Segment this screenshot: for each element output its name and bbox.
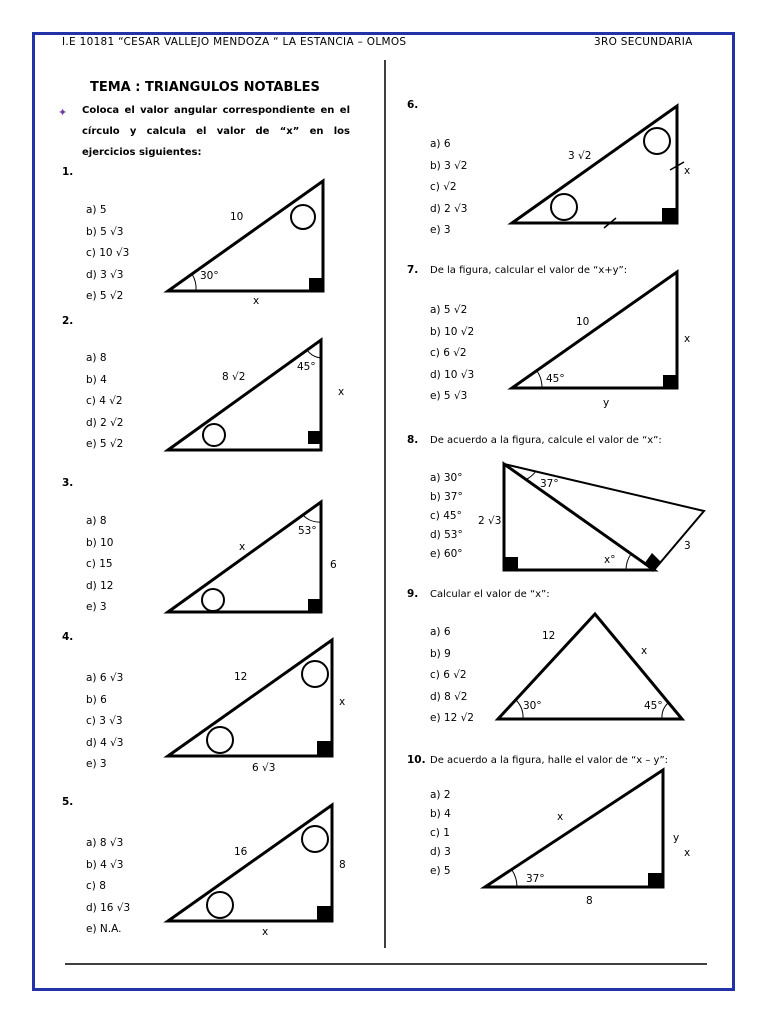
problem-10-question: De acuerdo a la figura, halle el valor de “x – y”: [430,755,668,766]
label: 8 [586,895,593,907]
option: e) 12 √2 [430,712,474,724]
label: 37° [540,478,559,490]
option: a) 8 [86,352,107,364]
school-header: I.E 10181 “CESAR VALLEJO MENDOZA “ LA ESTANCIA – OLMOS [62,36,407,48]
problem-3-number: 3. [62,477,74,489]
label: y [673,832,680,844]
problem-1-number: 1. [62,166,74,178]
problem-7-question: De la figura, calcular el valor de “x+y”: [430,265,628,276]
option: b) 10 [86,536,114,549]
problem-10-number: 10. [407,754,426,766]
option: c) 45° [430,510,462,522]
option: c) 15 [86,558,113,570]
bullet-icon: ✦ [58,106,68,119]
label: x [684,333,691,345]
option: b) 4 √3 [86,858,124,871]
label: 6 [330,559,337,571]
option: d) 8 √2 [430,690,468,703]
option: b) 3 √2 [430,159,468,172]
option: c) 3 √3 [86,715,123,727]
label: x [557,811,564,823]
option: e) 5 [430,865,451,877]
problem-6-number: 6. [407,99,419,111]
option: d) 16 √3 [86,901,131,914]
option: e) 3 [86,758,107,770]
problem-9-question: Calcular el valor de “x”: [430,589,550,600]
label: x [239,541,246,553]
option: a) 5 √2 [430,304,468,316]
option: b) 9 [430,647,451,660]
label: x [684,165,691,177]
option: a) 8 √3 [86,837,124,849]
label: x [684,847,691,859]
label: 53° [298,525,317,537]
option: e) 5 √3 [430,390,468,402]
option: b) 4 [430,808,451,820]
label: x [641,645,648,657]
option: d) 3 √3 [86,268,124,281]
problem-9-number: 9. [407,588,419,600]
problem-4-number: 4. [62,631,74,643]
option: d) 10 √3 [430,368,475,381]
option: a) 6 √3 [86,672,124,684]
label: 3 √2 [568,150,592,162]
option: d) 4 √3 [86,736,124,749]
instruction-text: Coloca el valor angular correspondiente en el círculo y calcula el valor de “x” en los ejercicios siguientes: [82,105,350,158]
option: d) 12 [86,579,114,592]
problem-8-question: De acuerdo a la figura, calcule el valor de “x”: [430,435,662,446]
label: 45° [644,700,663,712]
option: e) 3 [430,224,451,236]
problem-2-number: 2. [62,315,74,327]
label: 3 [684,540,691,552]
option: d) 53° [430,529,463,541]
option: a) 30° [430,472,463,484]
option: a) 8 [86,515,107,527]
label: 45° [546,373,565,385]
option: e) 60° [430,548,463,560]
option: a) 2 [430,789,451,801]
option: e) N.A. [86,923,122,935]
label: x [338,386,345,398]
option: c) √2 [430,181,457,193]
option: a) 5 [86,204,107,216]
option: a) 6 [430,138,451,150]
option: c) 4 √2 [86,395,123,407]
label: 8 [339,859,346,871]
option: e) 5 √2 [86,438,124,450]
label: 10 [230,211,244,223]
page-title: TEMA : TRIANGULOS NOTABLES [90,80,320,95]
option: c) 10 √3 [86,247,130,259]
label: 12 [542,630,556,642]
label: y [603,397,610,409]
label: 30° [523,700,542,712]
option: c) 8 [86,880,106,892]
grade-header: 3RO SECUNDARIA [594,36,693,48]
option: e) 5 √2 [86,290,124,302]
label: x° [604,554,616,566]
option: d) 2 √3 [430,202,468,215]
option: b) 10 √2 [430,325,475,338]
option: e) 3 [86,601,107,613]
label: 2 √3 [478,515,502,527]
problem-8-number: 8. [407,434,419,446]
label: 8 √2 [222,371,246,383]
label: 45° [297,361,316,373]
label: 37° [526,873,545,885]
problem-5-number: 5. [62,796,74,808]
option: b) 37° [430,491,463,503]
label: 10 [576,316,590,328]
option: b) 5 √3 [86,225,124,238]
option: b) 4 [86,373,107,386]
option: a) 6 [430,626,451,638]
label: 6 √3 [252,762,276,774]
option: c) 6 √2 [430,669,467,681]
label: 12 [234,671,248,683]
label: 16 [234,846,248,858]
option: d) 3 [430,846,451,858]
option: b) 6 [86,693,107,706]
label: 30° [200,270,219,282]
option: d) 2 √2 [86,416,124,429]
option: c) 6 √2 [430,347,467,359]
label: x [339,696,346,708]
label: x [253,295,260,307]
label: x [262,926,269,938]
problem-7-number: 7. [407,264,419,276]
option: c) 1 [430,827,450,839]
